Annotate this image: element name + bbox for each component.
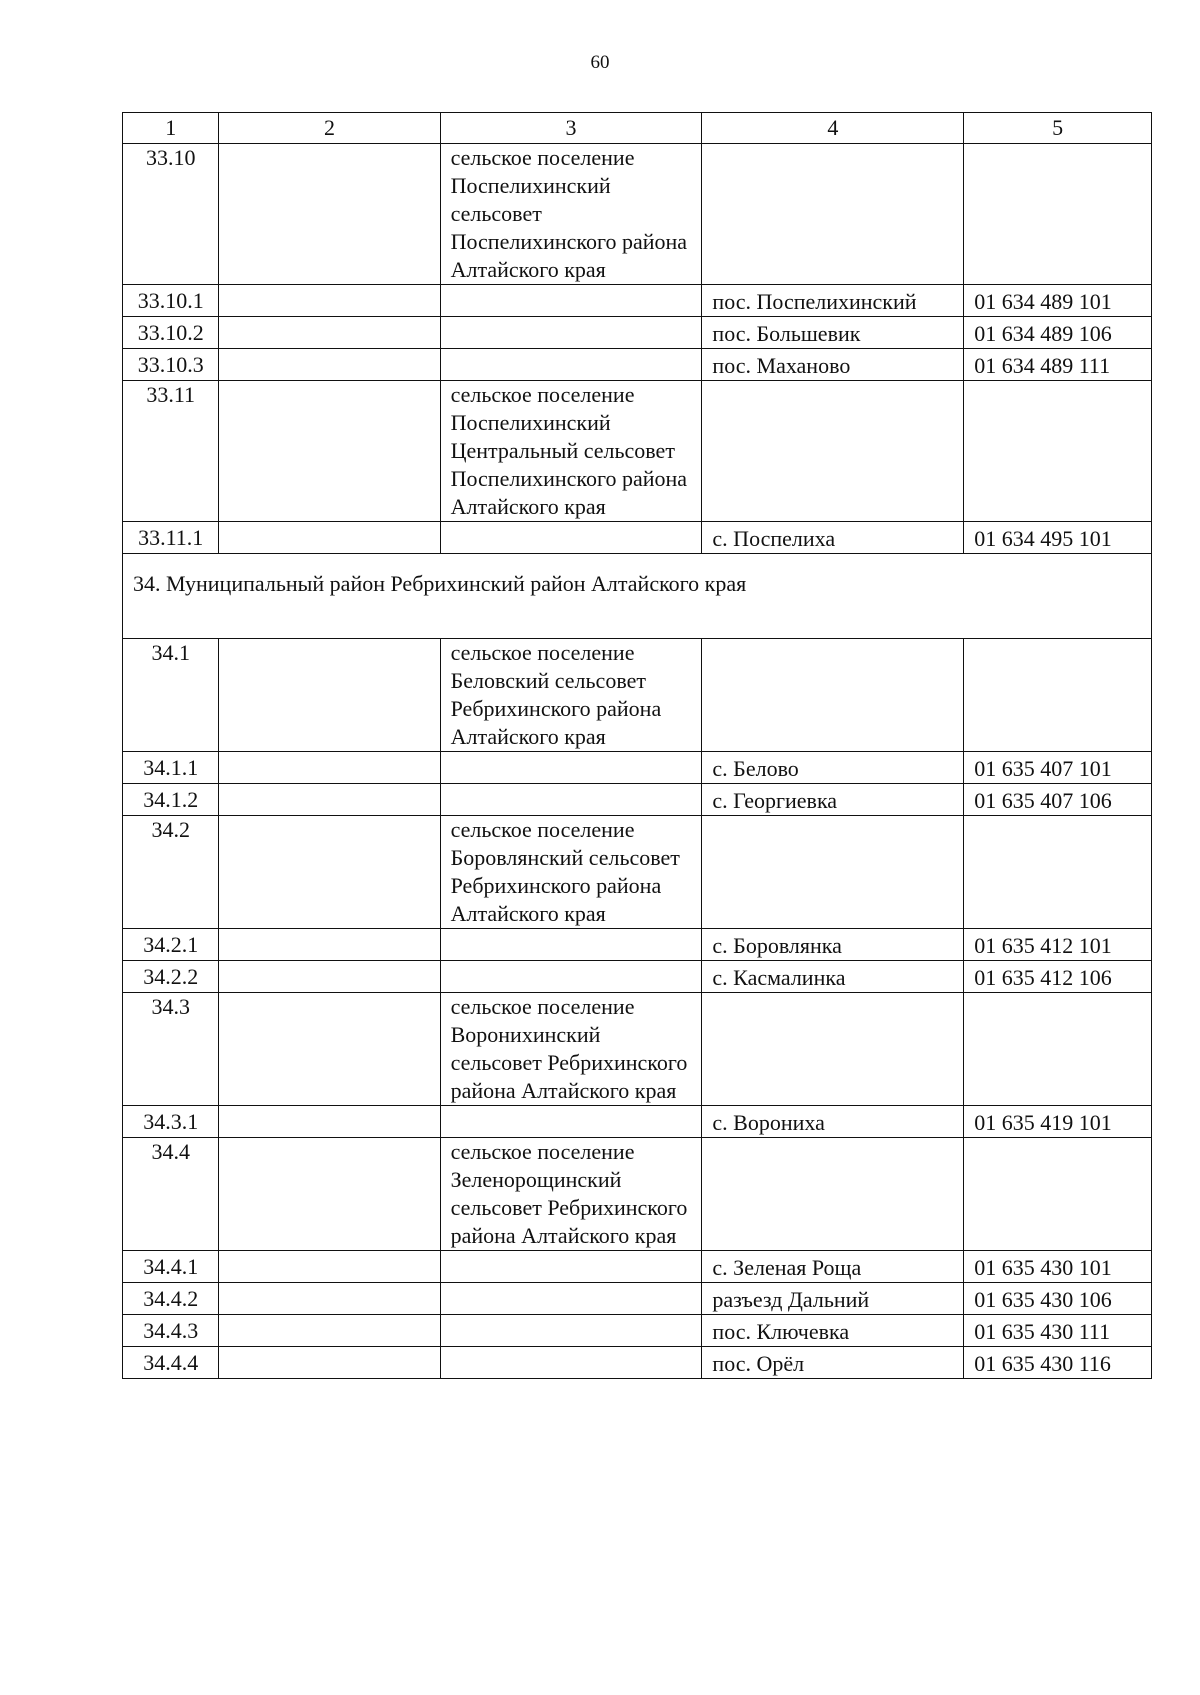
empty-cell (219, 1315, 440, 1347)
table-body (123, 144, 1152, 1379)
settlement-row (123, 816, 1152, 929)
row-code: 33.10.2 (123, 317, 219, 349)
empty-cell (702, 1138, 964, 1251)
empty-cell (964, 144, 1152, 285)
empty-cell (219, 1138, 440, 1251)
settlement-row (123, 1138, 1152, 1251)
row-code: 34.1.2 (123, 784, 219, 816)
empty-cell (440, 1106, 702, 1138)
settlement-name: сельское поселение Зеленорощинский сельсовет Ребрихинского района Алтайского края (440, 1138, 702, 1251)
empty-cell (219, 1251, 440, 1283)
empty-cell (219, 144, 440, 285)
page-number: 60 (590, 52, 610, 73)
okato-code: 01 634 489 101 (964, 285, 1152, 317)
empty-cell (440, 784, 702, 816)
empty-cell (219, 752, 440, 784)
empty-cell (440, 929, 702, 961)
empty-cell (440, 522, 702, 554)
empty-cell (440, 752, 702, 784)
okato-code: 01 634 495 101 (964, 522, 1152, 554)
locality-name: с. Ворониха (702, 1106, 964, 1138)
okato-code: 01 635 430 116 (964, 1347, 1152, 1379)
empty-cell (219, 961, 440, 993)
empty-cell (219, 381, 440, 522)
locality-row (123, 784, 1152, 816)
okato-code: 01 635 430 101 (964, 1251, 1152, 1283)
row-code: 34.3.1 (123, 1106, 219, 1138)
empty-cell (219, 816, 440, 929)
locality-row (123, 285, 1152, 317)
row-code: 34.3 (123, 993, 219, 1106)
empty-cell (702, 639, 964, 752)
row-code: 33.10.1 (123, 285, 219, 317)
empty-cell (702, 816, 964, 929)
empty-cell (219, 639, 440, 752)
row-code: 33.11 (123, 381, 219, 522)
section-row (123, 554, 1152, 639)
header-row (123, 113, 1152, 144)
empty-cell (219, 317, 440, 349)
row-code: 34.4.1 (123, 1251, 219, 1283)
empty-cell (964, 816, 1152, 929)
settlement-name: сельское поселение Воронихинский сельсовет Ребрихинского района Алтайского края (440, 993, 702, 1106)
empty-cell (964, 1138, 1152, 1251)
row-code: 34.2.1 (123, 929, 219, 961)
empty-cell (440, 1251, 702, 1283)
locality-row (123, 1315, 1152, 1347)
settlement-name: сельское поселение Беловский сельсовет Ребрихинского района Алтайского края (440, 639, 702, 752)
empty-cell (219, 1347, 440, 1379)
empty-cell (440, 285, 702, 317)
empty-cell (219, 993, 440, 1106)
settlement-name: сельское поселение Боровлянский сельсовет Ребрихинского района Алтайского края (440, 816, 702, 929)
empty-cell (702, 993, 964, 1106)
locality-name: с. Касмалинка (702, 961, 964, 993)
column-header-2: 2 (219, 113, 440, 144)
settlement-name: сельское поселение Поспелихинский сельсовет Поспелихинского района Алтайского края (440, 144, 702, 285)
locality-row (123, 1251, 1152, 1283)
row-code: 33.11.1 (123, 522, 219, 554)
locality-row (123, 961, 1152, 993)
column-header-3: 3 (440, 113, 702, 144)
empty-cell (702, 381, 964, 522)
locality-name: пос. Ключевка (702, 1315, 964, 1347)
empty-cell (964, 639, 1152, 752)
locality-row (123, 1347, 1152, 1379)
column-header-1: 1 (123, 113, 219, 144)
settlement-row (123, 381, 1152, 522)
row-code: 34.2.2 (123, 961, 219, 993)
locality-row (123, 317, 1152, 349)
settlement-name: сельское поселение Поспелихинский Центральный сельсовет Поспелихинского района Алтайского края (440, 381, 702, 522)
empty-cell (219, 285, 440, 317)
locality-row (123, 1283, 1152, 1315)
okato-code: 01 634 489 106 (964, 317, 1152, 349)
empty-cell (219, 1106, 440, 1138)
empty-cell (440, 317, 702, 349)
okato-code: 01 635 407 106 (964, 784, 1152, 816)
locality-name: с. Георгиевка (702, 784, 964, 816)
column-header-4: 4 (702, 113, 964, 144)
row-code: 34.4.3 (123, 1315, 219, 1347)
column-header-5: 5 (964, 113, 1152, 144)
settlement-row (123, 993, 1152, 1106)
okato-code: 01 635 412 106 (964, 961, 1152, 993)
row-code: 33.10 (123, 144, 219, 285)
empty-cell (440, 1315, 702, 1347)
okato-code: 01 635 430 106 (964, 1283, 1152, 1315)
row-code: 34.1 (123, 639, 219, 752)
row-code: 34.4.4 (123, 1347, 219, 1379)
empty-cell (440, 349, 702, 381)
locality-row (123, 522, 1152, 554)
locality-name: с. Поспелиха (702, 522, 964, 554)
row-code: 33.10.3 (123, 349, 219, 381)
locality-row (123, 349, 1152, 381)
row-code: 34.2 (123, 816, 219, 929)
row-code: 34.1.1 (123, 752, 219, 784)
row-code: 34.4.2 (123, 1283, 219, 1315)
okato-code: 01 635 430 111 (964, 1315, 1152, 1347)
okato-code: 01 635 407 101 (964, 752, 1152, 784)
locality-name: пос. Большевик (702, 317, 964, 349)
locality-row (123, 752, 1152, 784)
empty-cell (964, 993, 1152, 1106)
settlement-row (123, 144, 1152, 285)
locality-row (123, 1106, 1152, 1138)
empty-cell (219, 349, 440, 381)
settlement-row (123, 639, 1152, 752)
locality-name: пос. Орёл (702, 1347, 964, 1379)
locality-name: с. Зеленая Роща (702, 1251, 964, 1283)
empty-cell (219, 522, 440, 554)
locality-name: пос. Поспелихинский (702, 285, 964, 317)
locality-row (123, 929, 1152, 961)
empty-cell (964, 381, 1152, 522)
empty-cell (219, 784, 440, 816)
locality-name: с. Белово (702, 752, 964, 784)
empty-cell (702, 144, 964, 285)
okato-code: 01 635 412 101 (964, 929, 1152, 961)
locality-name: пос. Маханово (702, 349, 964, 381)
empty-cell (440, 1347, 702, 1379)
okato-code: 01 634 489 111 (964, 349, 1152, 381)
okato-code: 01 635 419 101 (964, 1106, 1152, 1138)
empty-cell (440, 1283, 702, 1315)
registry-table (122, 112, 1152, 1379)
locality-name: разъезд Дальний (702, 1283, 964, 1315)
row-code: 34.4 (123, 1138, 219, 1251)
empty-cell (219, 1283, 440, 1315)
section-title: 34. Муниципальный район Ребрихинский район Алтайского края (123, 554, 1152, 639)
empty-cell (219, 929, 440, 961)
empty-cell (440, 961, 702, 993)
locality-name: с. Боровлянка (702, 929, 964, 961)
